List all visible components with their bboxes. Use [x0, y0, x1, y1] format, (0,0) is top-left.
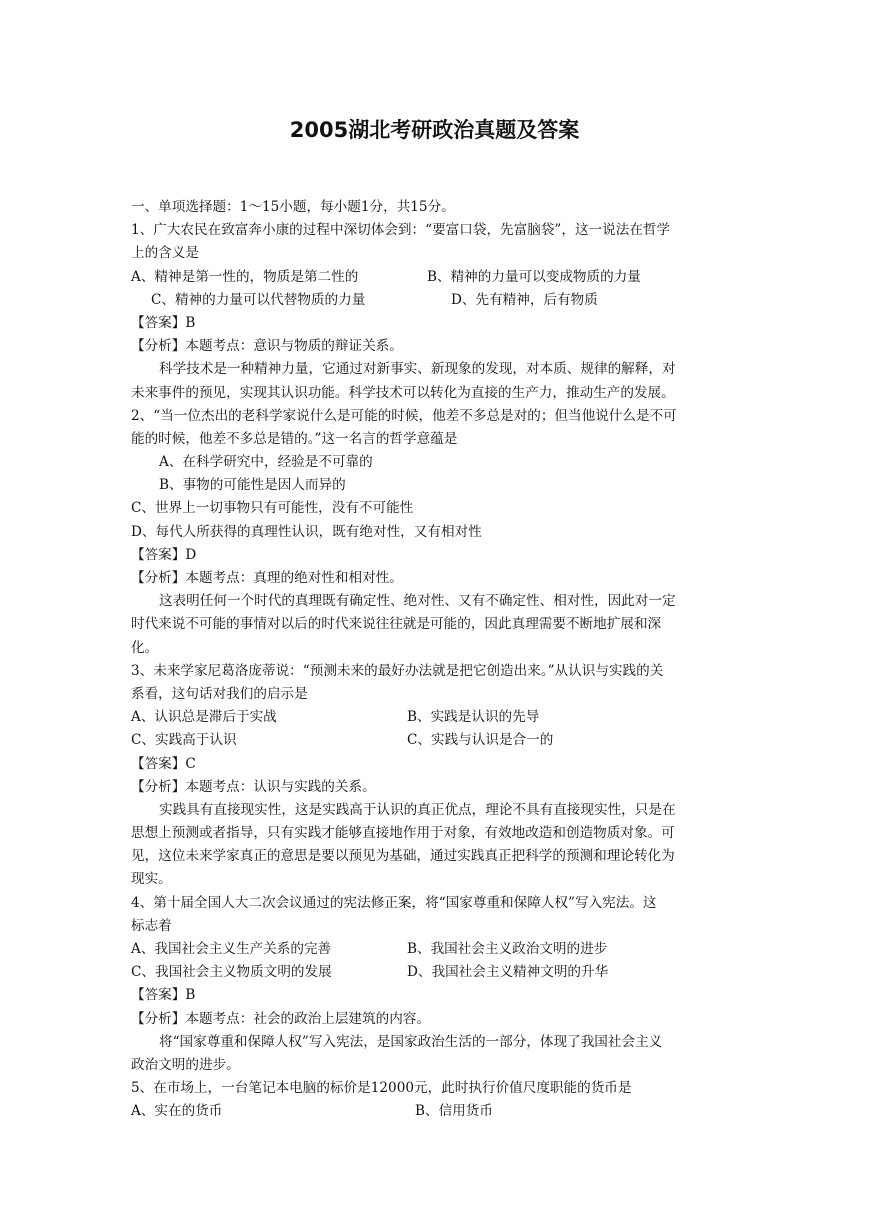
question-stem-line: 上的含义是 — [131, 245, 199, 262]
analysis-line: 见，这位未来学家真正的意思是要以预见为基础，通过实践真正把科学的预测和理论转化为 — [131, 848, 675, 865]
option-d: D、每代人所获得的真理性认识，既有绝对性，又有相对性 — [131, 523, 482, 540]
analysis-label: 【分析】本题考点：真理的绝对性和相对性。 — [131, 570, 403, 586]
question-3 — [131, 660, 739, 892]
option-c: C、我国社会主义物质文明的发展 — [131, 964, 332, 981]
question-stem-line: 标志着 — [131, 917, 172, 934]
analysis-line: 现实。 — [131, 871, 172, 888]
analysis-line: 政治文明的进步。 — [131, 1056, 240, 1073]
analysis-line: 时代来说不可能的事情对以后的时代来说往往就是可能的，因此真理需要不断地扩展和深 — [131, 616, 662, 633]
question-stem-line: 3、未来学家尼葛洛庞蒂说：“预测未来的最好办法就是把它创造出来。”从认识与实践的关 — [131, 662, 664, 679]
option-a: A、实在的货币 — [131, 1103, 223, 1120]
option-b: B、实践是认识的先导 — [407, 709, 540, 726]
options-row — [131, 1100, 739, 1123]
analysis-line: 化。 — [131, 639, 159, 656]
question-2 — [131, 405, 739, 660]
option-b: B、精神的力量可以变成物质的力量 — [427, 268, 641, 285]
answer: 【答案】B — [131, 987, 196, 1004]
question-stem-line: 5、在市场上，一台笔记本电脑的标价是12000元，此时执行价值尺度职能的货币是 — [131, 1080, 632, 1097]
analysis-line: 这表明任何一个时代的真理既有确定性、绝对性、又有不确定性、相对性，因此对一定 — [159, 593, 676, 610]
options-row — [131, 961, 739, 984]
question-1 — [131, 219, 739, 405]
options-row — [131, 289, 739, 312]
analysis-line: 实践具有直接现实性，这是实践高于认识的真正优点，理论不具有直接现实性，只是在 — [159, 801, 676, 818]
option-b: B、事物的可能性是因人而异的 — [159, 477, 346, 494]
question-stem-line: 1、广大农民在致富奔小康的过程中深切体会到：“要富口袋，先富脑袋”，这一说法在哲学 — [131, 222, 671, 239]
question-stem-line: 2、“当一位杰出的老科学家说什么是可能的时候，他差不多总是对的；但当他说什么是不可 — [131, 407, 677, 424]
options-row — [131, 706, 739, 729]
option-a: A、我国社会主义生产关系的完善 — [131, 941, 332, 957]
option-a: A、认识总是滞后于实战 — [131, 709, 277, 726]
analysis-label: 【分析】本题考点：认识与实践的关系。 — [131, 778, 376, 795]
option-d: D、先有精神，后有物质 — [451, 291, 598, 308]
question-4 — [131, 892, 739, 1078]
option-c: C、世界上一切事物只有可能性，没有不可能性 — [131, 500, 414, 517]
question-stem-line: 4、第十届全国人大二次会议通过的宪法修正案，将“国家尊重和保障人权”写入宪法。这 — [131, 894, 657, 911]
question-5 — [131, 1077, 739, 1123]
analysis-line: 思想上预测或者指导，只有实践才能够直接地作用于对象，有效地改造和创造物质对象。可 — [131, 825, 675, 842]
analysis-label: 【分析】本题考点：社会的政治上层建筑的内容。 — [131, 1010, 431, 1027]
option-a: A、精神是第一性的，物质是第二性的 — [131, 268, 359, 285]
document-title: 2005湖北考研政治真题及答案 — [289, 118, 580, 142]
option-a: A、在科学研究中，经验是不可靠的 — [159, 454, 373, 471]
answer: 【答案】B — [131, 314, 196, 331]
option-c: C、精神的力量可以代替物质的力量 — [151, 291, 366, 308]
option-b: B、信用货币 — [415, 1103, 493, 1120]
analysis-label: 【分析】本题考点：意识与物质的辩证关系。 — [131, 338, 403, 355]
option-d: C、实践与认识是合一的 — [407, 732, 554, 749]
analysis-line: 将“国家尊重和保障人权”写入宪法，是国家政治生活的一部分，体现了我国社会主义 — [159, 1033, 663, 1050]
analysis-line: 未来事件的预见，实现其认识功能。科学技术可以转化为直接的生产力，推动生产的发展。 — [131, 384, 675, 401]
question-stem-line: 系看，这句话对我们的启示是 — [131, 685, 308, 702]
question-stem-line: 能的时候，他差不多总是错的。”这一名言的哲学意蕴是 — [131, 430, 458, 447]
option-b: B、我国社会主义政治文明的进步 — [407, 941, 608, 957]
section-heading: 一、单项选择题：1～15小题，每小题1分，共15分。 — [131, 199, 455, 215]
answer: 【答案】C — [131, 755, 196, 772]
options-row — [131, 938, 739, 961]
option-d: D、我国社会主义精神文明的升华 — [407, 964, 609, 981]
options-row — [131, 266, 739, 289]
options-row — [131, 729, 739, 752]
option-c: C、实践高于认识 — [131, 732, 237, 749]
answer: 【答案】D — [131, 546, 197, 563]
analysis-line: 科学技术是一种精神力量，它通过对新事实、新现象的发现，对本质、规律的解释，对 — [159, 361, 676, 378]
document-body — [131, 196, 739, 1124]
